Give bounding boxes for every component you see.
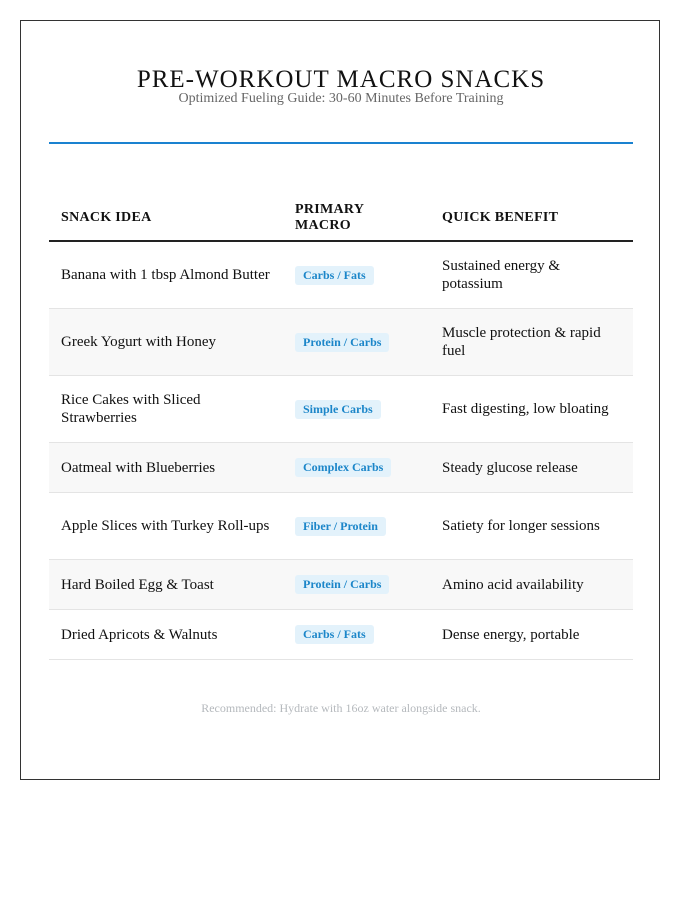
snack-cell: Rice Cakes with Sliced Strawberries — [49, 376, 283, 443]
snack-guide-card — [20, 20, 660, 780]
table-row — [49, 560, 633, 610]
macro-cell — [283, 309, 430, 376]
snack-cell: Oatmeal with Blueberries — [49, 443, 283, 493]
macro-badge: Protein / Carbs — [295, 575, 389, 594]
benefit-cell: Amino acid availability — [430, 560, 633, 610]
column-header-benefit: QUICK BENEFIT — [430, 192, 633, 241]
column-header-snack: SNACK IDEA — [49, 192, 283, 241]
snack-cell: Apple Slices with Turkey Roll-ups — [49, 493, 283, 560]
snack-cell: Hard Boiled Egg & Toast — [49, 560, 283, 610]
table-row — [49, 610, 633, 660]
macro-badge: Fiber / Protein — [295, 517, 386, 536]
macro-badge: Carbs / Fats — [295, 266, 374, 285]
benefit-cell: Dense energy, portable — [430, 610, 633, 660]
table-row — [49, 443, 633, 493]
macro-badge: Carbs / Fats — [295, 625, 374, 644]
page-subtitle: Optimized Fueling Guide: 30-60 Minutes Before Training — [178, 91, 504, 106]
hydration-note: Recommended: Hydrate with 16oz water alongside snack. — [201, 701, 481, 715]
accent-divider — [49, 142, 633, 144]
benefit-cell: Fast digesting, low bloating — [430, 376, 633, 443]
macro-cell — [283, 493, 430, 560]
macro-cell — [283, 376, 430, 443]
macro-badge: Simple Carbs — [295, 400, 381, 419]
macro-badge: Protein / Carbs — [295, 333, 389, 352]
benefit-cell: Sustained energy & potassium — [430, 241, 633, 309]
macro-cell — [283, 443, 430, 493]
snack-cell: Banana with 1 tbsp Almond Butter — [49, 241, 283, 309]
snack-cell: Dried Apricots & Walnuts — [49, 610, 283, 660]
table-row — [49, 309, 633, 376]
benefit-cell: Satiety for longer sessions — [430, 493, 633, 560]
snack-cell: Greek Yogurt with Honey — [49, 309, 283, 376]
macro-cell — [283, 560, 430, 610]
table-header-row — [49, 192, 633, 241]
page-title: PRE-WORKOUT MACRO SNACKS — [136, 66, 546, 93]
benefit-cell: Steady glucose release — [430, 443, 633, 493]
benefit-cell: Muscle protection & rapid fuel — [430, 309, 633, 376]
macro-cell — [283, 241, 430, 309]
table-row — [49, 376, 633, 443]
table-row — [49, 241, 633, 309]
macro-badge: Complex Carbs — [295, 458, 391, 477]
snack-table — [49, 192, 633, 660]
table-row — [49, 493, 633, 560]
column-header-macro: PRIMARY MACRO — [283, 192, 430, 241]
macro-cell — [283, 610, 430, 660]
